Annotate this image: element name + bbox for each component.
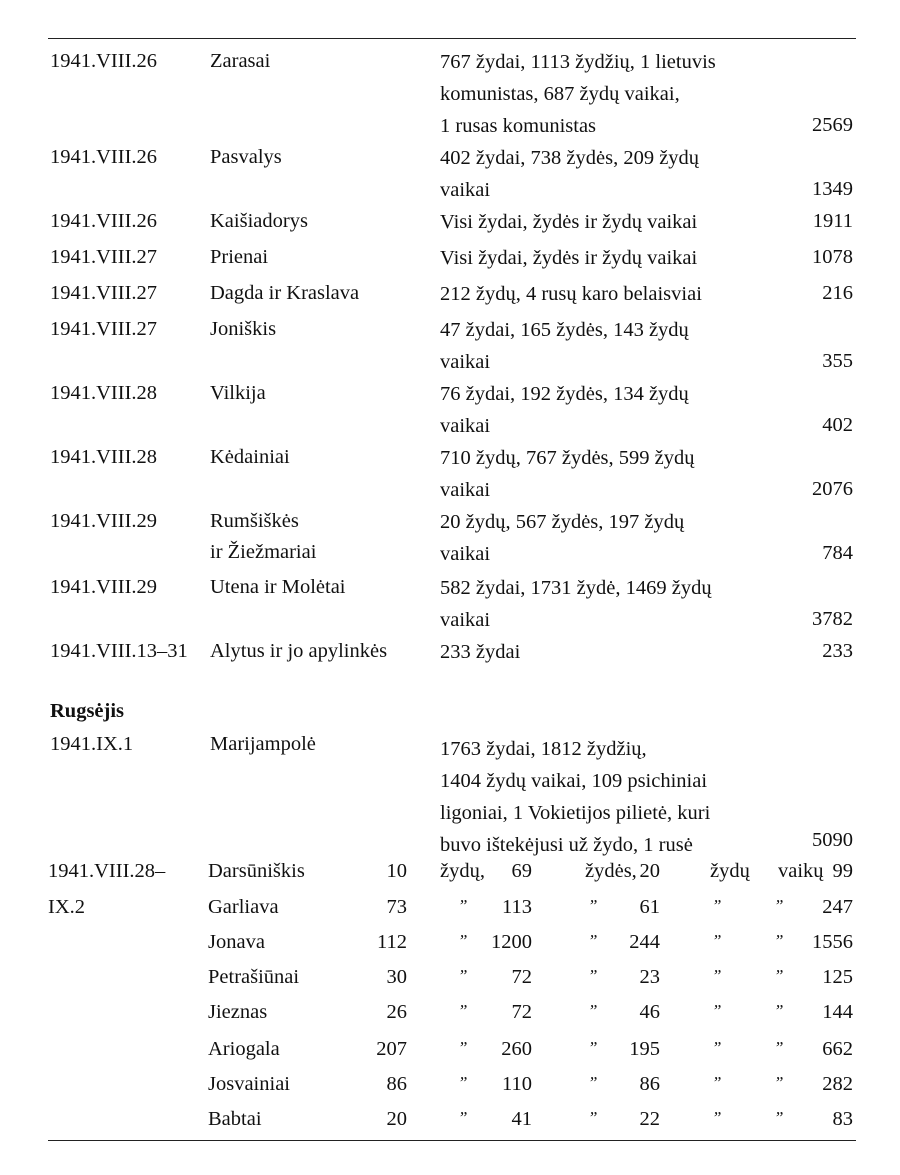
ditto-mark: ” bbox=[588, 1038, 598, 1057]
total-cell: 1349 bbox=[812, 178, 853, 200]
place-line: Alytus ir jo apylinkės bbox=[210, 640, 388, 662]
victims-cell bbox=[440, 242, 697, 274]
children-label-2: vaikų bbox=[778, 860, 824, 882]
ditto-mark: ” bbox=[458, 1038, 468, 1057]
table-row bbox=[0, 896, 900, 926]
victims-line: 20 žydų, 567 žydės, 197 žydų bbox=[440, 511, 685, 533]
children-count: 23 bbox=[639, 966, 660, 988]
total-cell: 125 bbox=[822, 966, 853, 988]
children-count: 20 bbox=[639, 860, 660, 882]
victims-line: ligoniai, 1 Vokietijos pilietė, kuri bbox=[440, 802, 711, 824]
place-line: Zarasai bbox=[210, 50, 271, 72]
men-label: žydų, bbox=[440, 860, 485, 882]
men-count: 73 bbox=[386, 896, 407, 918]
place-cell bbox=[210, 572, 345, 603]
ditto-mark: ” bbox=[588, 896, 598, 915]
ditto-mark: ” bbox=[712, 1108, 722, 1127]
victims-cell bbox=[440, 314, 689, 378]
place-line: Rumšiškės bbox=[210, 510, 299, 532]
ditto-mark: ” bbox=[458, 1001, 468, 1020]
women-count: 72 bbox=[511, 966, 532, 988]
total-cell: 2569 bbox=[812, 114, 853, 136]
victims-line: komunistas, 687 žydų vaikai, bbox=[440, 83, 680, 105]
place-cell bbox=[210, 46, 270, 77]
ditto-mark: ” bbox=[588, 931, 598, 950]
men-count: 207 bbox=[376, 1038, 407, 1060]
total-cell: 2076 bbox=[812, 478, 853, 500]
victims-line: 1 rusas komunistas bbox=[440, 115, 597, 137]
men-count: 26 bbox=[386, 1001, 407, 1023]
date-cell: 1941.VIII.29 bbox=[50, 576, 158, 598]
men-count: 112 bbox=[377, 931, 407, 953]
women-count: 41 bbox=[511, 1108, 532, 1130]
place-line: Pasvalys bbox=[210, 146, 282, 168]
place-line: Vilkija bbox=[210, 382, 266, 404]
date-cell: 1941.VIII.26 bbox=[50, 50, 158, 72]
victims-line: 233 žydai bbox=[440, 641, 521, 663]
total-cell: 662 bbox=[822, 1038, 853, 1060]
place-cell: Jonava bbox=[208, 931, 265, 953]
date-cell: 1941.VIII.28 bbox=[50, 382, 158, 404]
men-count: 30 bbox=[386, 966, 407, 988]
total-cell: 216 bbox=[822, 282, 853, 304]
victims-line: buvo ištekėjusi už žydo, 1 rusė bbox=[440, 834, 693, 856]
women-count: 260 bbox=[501, 1038, 532, 1060]
place-cell bbox=[210, 242, 268, 273]
place-line: Prienai bbox=[210, 246, 269, 268]
victims-line: vaikai bbox=[440, 543, 491, 565]
total-cell: 1911 bbox=[812, 210, 853, 232]
ditto-mark: ” bbox=[458, 931, 468, 950]
ditto-mark: ” bbox=[458, 1108, 468, 1127]
place-cell bbox=[210, 442, 290, 473]
place-cell bbox=[210, 378, 266, 409]
total-cell: 355 bbox=[822, 350, 853, 372]
place-cell bbox=[210, 506, 316, 568]
victims-line: 212 žydų, 4 rusų karo belaisviai bbox=[440, 283, 702, 305]
ditto-mark: ” bbox=[712, 1001, 722, 1020]
victims-line: 1404 žydų vaikai, 109 psichiniai bbox=[440, 770, 708, 792]
victims-cell bbox=[440, 442, 695, 506]
men-count: 10 bbox=[386, 860, 407, 882]
victims-line: 402 žydai, 738 žydės, 209 žydų bbox=[440, 147, 700, 169]
ditto-mark: ” bbox=[774, 1001, 784, 1020]
date-cell: 1941.VIII.28– bbox=[48, 860, 166, 882]
ditto-mark: ” bbox=[774, 1108, 784, 1127]
children-label: žydų bbox=[710, 860, 750, 882]
place-cell: Ariogala bbox=[208, 1038, 280, 1060]
ditto-mark: ” bbox=[774, 1038, 784, 1057]
victims-line: vaikai bbox=[440, 179, 491, 201]
victims-line: 76 žydai, 192 žydės, 134 žydų bbox=[440, 383, 689, 405]
children-count: 22 bbox=[639, 1108, 660, 1130]
date-cell: 1941.IX.1 bbox=[50, 733, 134, 755]
ditto-mark: ” bbox=[458, 896, 468, 915]
table-row bbox=[0, 1073, 900, 1103]
table-row bbox=[0, 1108, 900, 1138]
ditto-mark: ” bbox=[774, 966, 784, 985]
women-count: 113 bbox=[502, 896, 532, 918]
place-cell bbox=[210, 314, 276, 345]
date-cell: 1941.VIII.26 bbox=[50, 210, 158, 232]
victims-cell bbox=[440, 733, 710, 861]
children-count: 244 bbox=[629, 931, 660, 953]
children-count: 195 bbox=[629, 1038, 660, 1060]
ditto-mark: ” bbox=[712, 1073, 722, 1092]
table-row bbox=[0, 1001, 900, 1031]
victims-line: 767 žydai, 1113 žydžių, 1 lietuvis bbox=[440, 51, 716, 73]
ditto-mark: ” bbox=[774, 931, 784, 950]
ditto-mark: ” bbox=[712, 966, 722, 985]
table-row bbox=[0, 931, 900, 961]
place-cell bbox=[210, 278, 359, 309]
total-cell: 3782 bbox=[812, 608, 853, 630]
total-cell: 784 bbox=[822, 542, 853, 564]
women-count: 72 bbox=[511, 1001, 532, 1023]
ditto-mark: ” bbox=[458, 1073, 468, 1092]
men-count: 86 bbox=[386, 1073, 407, 1095]
victims-cell bbox=[440, 206, 697, 238]
children-count: 61 bbox=[639, 896, 660, 918]
victims-line: 47 žydai, 165 žydės, 143 žydų bbox=[440, 319, 689, 341]
men-count: 20 bbox=[386, 1108, 407, 1130]
total-cell: 233 bbox=[822, 640, 853, 662]
total-cell: 83 bbox=[832, 1108, 853, 1130]
place-cell bbox=[210, 206, 308, 237]
top-rule bbox=[48, 38, 856, 39]
total-cell: 247 bbox=[822, 896, 853, 918]
victims-line: vaikai bbox=[440, 415, 491, 437]
victims-line: vaikai bbox=[440, 609, 491, 631]
victims-line: vaikai bbox=[440, 479, 491, 501]
place-line: Dagda ir Kraslava bbox=[210, 282, 360, 304]
date-cell: 1941.VIII.13–31 bbox=[50, 640, 188, 662]
women-count: 1200 bbox=[491, 931, 532, 953]
date-cell: 1941.VIII.27 bbox=[50, 246, 158, 268]
table-row bbox=[0, 966, 900, 996]
victims-line: Visi žydai, žydės ir žydų vaikai bbox=[440, 247, 698, 269]
ditto-mark: ” bbox=[774, 1073, 784, 1092]
place-cell: Garliava bbox=[208, 896, 279, 918]
ditto-mark: ” bbox=[588, 1108, 598, 1127]
total-cell: 402 bbox=[822, 414, 853, 436]
place-line: Kaišiadorys bbox=[210, 210, 308, 232]
ditto-mark: ” bbox=[588, 1001, 598, 1020]
date-cell: 1941.VIII.27 bbox=[50, 282, 158, 304]
victims-cell bbox=[440, 278, 702, 310]
place-line: Kėdainiai bbox=[210, 446, 290, 468]
ditto-mark: ” bbox=[712, 931, 722, 950]
place-line: ir Žiežmariai bbox=[210, 541, 317, 563]
total-cell: 144 bbox=[822, 1001, 853, 1023]
victims-cell bbox=[440, 46, 716, 142]
table-row bbox=[0, 1038, 900, 1068]
children-count: 86 bbox=[639, 1073, 660, 1095]
date-cell: 1941.VIII.28 bbox=[50, 446, 158, 468]
ditto-mark: ” bbox=[774, 896, 784, 915]
date-cell: 1941.VIII.27 bbox=[50, 318, 158, 340]
women-count: 69 bbox=[511, 860, 532, 882]
victims-line: 710 žydų, 767 žydės, 599 žydų bbox=[440, 447, 695, 469]
date-cell: 1941.VIII.29 bbox=[50, 510, 158, 532]
victims-cell bbox=[440, 378, 689, 442]
victims-line: Visi žydai, žydės ir žydų vaikai bbox=[440, 211, 698, 233]
total-cell: 99 bbox=[832, 860, 853, 882]
place-cell bbox=[210, 636, 387, 667]
victims-line: 582 žydai, 1731 žydė, 1469 žydų bbox=[440, 577, 712, 599]
total-cell: 1078 bbox=[812, 246, 853, 268]
place-cell: Marijampolė bbox=[210, 733, 316, 755]
place-cell: Babtai bbox=[208, 1108, 262, 1130]
place-line: Joniškis bbox=[210, 318, 277, 340]
victims-line: 1763 žydai, 1812 žydžių, bbox=[440, 738, 647, 760]
total-cell: 1556 bbox=[812, 931, 853, 953]
ditto-mark: ” bbox=[712, 896, 722, 915]
date-cell: 1941.VIII.26 bbox=[50, 146, 158, 168]
place-cell: Darsūniškis bbox=[208, 860, 305, 882]
ditto-mark: ” bbox=[712, 1038, 722, 1057]
total-cell: 5090 bbox=[812, 829, 853, 851]
victims-cell bbox=[440, 636, 520, 668]
date-cell: IX.2 bbox=[48, 896, 86, 918]
total-cell: 282 bbox=[822, 1073, 853, 1095]
place-cell: Josvainiai bbox=[208, 1073, 290, 1095]
victims-cell bbox=[440, 506, 684, 570]
victims-cell bbox=[440, 142, 699, 206]
place-line: Utena ir Molėtai bbox=[210, 576, 346, 598]
women-count: 110 bbox=[502, 1073, 532, 1095]
children-count: 46 bbox=[639, 1001, 660, 1023]
women-label: žydės, bbox=[585, 860, 637, 882]
victims-line: vaikai bbox=[440, 351, 491, 373]
ditto-mark: ” bbox=[588, 1073, 598, 1092]
bottom-rule bbox=[48, 1140, 856, 1141]
table-row bbox=[0, 860, 900, 890]
victims-cell bbox=[440, 572, 712, 636]
place-cell: Jieznas bbox=[208, 1001, 268, 1023]
place-cell bbox=[210, 142, 282, 173]
ditto-mark: ” bbox=[588, 966, 598, 985]
place-cell: Petrašiūnai bbox=[208, 966, 300, 988]
ditto-mark: ” bbox=[458, 966, 468, 985]
section-heading-september: Rugsėjis bbox=[50, 700, 125, 722]
